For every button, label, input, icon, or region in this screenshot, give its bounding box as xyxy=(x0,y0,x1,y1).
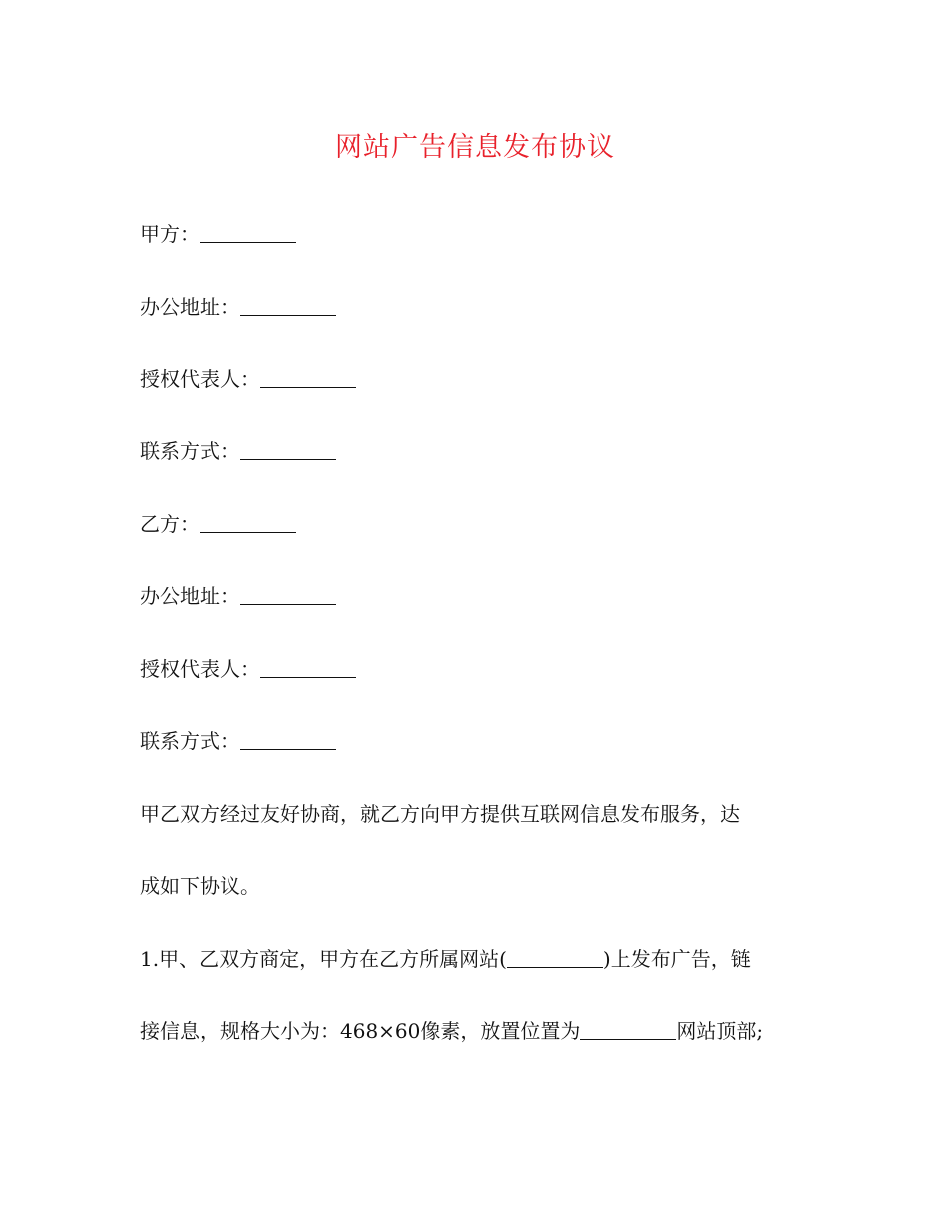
party-a-representative-blank xyxy=(260,367,356,388)
clause-1-text-a: 1.甲、乙双方商定，甲方在乙方所属网站( xyxy=(140,947,507,971)
party-b-representative-line xyxy=(140,655,356,683)
party-b-name-line xyxy=(140,510,296,538)
party-b-representative-label: 授权代表人： xyxy=(140,657,260,681)
party-a-name-blank xyxy=(200,222,296,243)
party-a-address-line xyxy=(140,293,336,321)
party-a-name-label: 甲方： xyxy=(140,222,200,246)
clause-1-text-c: 接信息，规格大小为：468×60像素，放置位置为 xyxy=(140,1019,581,1043)
party-a-name-line xyxy=(140,220,296,248)
clause-1-text-b: )上发布广告，链 xyxy=(602,947,751,971)
party-a-representative-label: 授权代表人： xyxy=(140,367,260,391)
party-b-address-blank xyxy=(240,584,336,605)
party-b-representative-blank xyxy=(260,657,356,678)
party-b-address-line xyxy=(140,582,336,610)
clause-1-text-d: 网站顶部; xyxy=(676,1019,764,1043)
intro-paragraph-line-2: 成如下协议。 xyxy=(140,874,260,898)
party-b-contact-label: 联系方式： xyxy=(140,729,240,753)
intro-paragraph-line-1: 甲乙双方经过友好协商，就乙方向甲方提供互联网信息发布服务，达 xyxy=(140,802,740,826)
party-b-name-label: 乙方： xyxy=(140,512,200,536)
party-a-contact-blank xyxy=(240,439,336,460)
party-a-contact-line xyxy=(140,437,336,465)
placement-blank xyxy=(580,1019,676,1040)
party-b-contact-blank xyxy=(240,729,336,750)
document-title: 网站广告信息发布协议 xyxy=(335,132,615,163)
party-b-address-label: 办公地址： xyxy=(140,584,240,608)
party-a-representative-line xyxy=(140,365,356,393)
party-a-contact-label: 联系方式： xyxy=(140,439,240,463)
party-a-address-blank xyxy=(240,295,336,316)
clause-1-line-2 xyxy=(140,1017,763,1045)
clause-1-line-1 xyxy=(140,945,751,973)
website-name-blank xyxy=(507,947,603,968)
party-b-contact-line xyxy=(140,727,336,755)
party-b-name-blank xyxy=(200,512,296,533)
party-a-address-label: 办公地址： xyxy=(140,295,240,319)
